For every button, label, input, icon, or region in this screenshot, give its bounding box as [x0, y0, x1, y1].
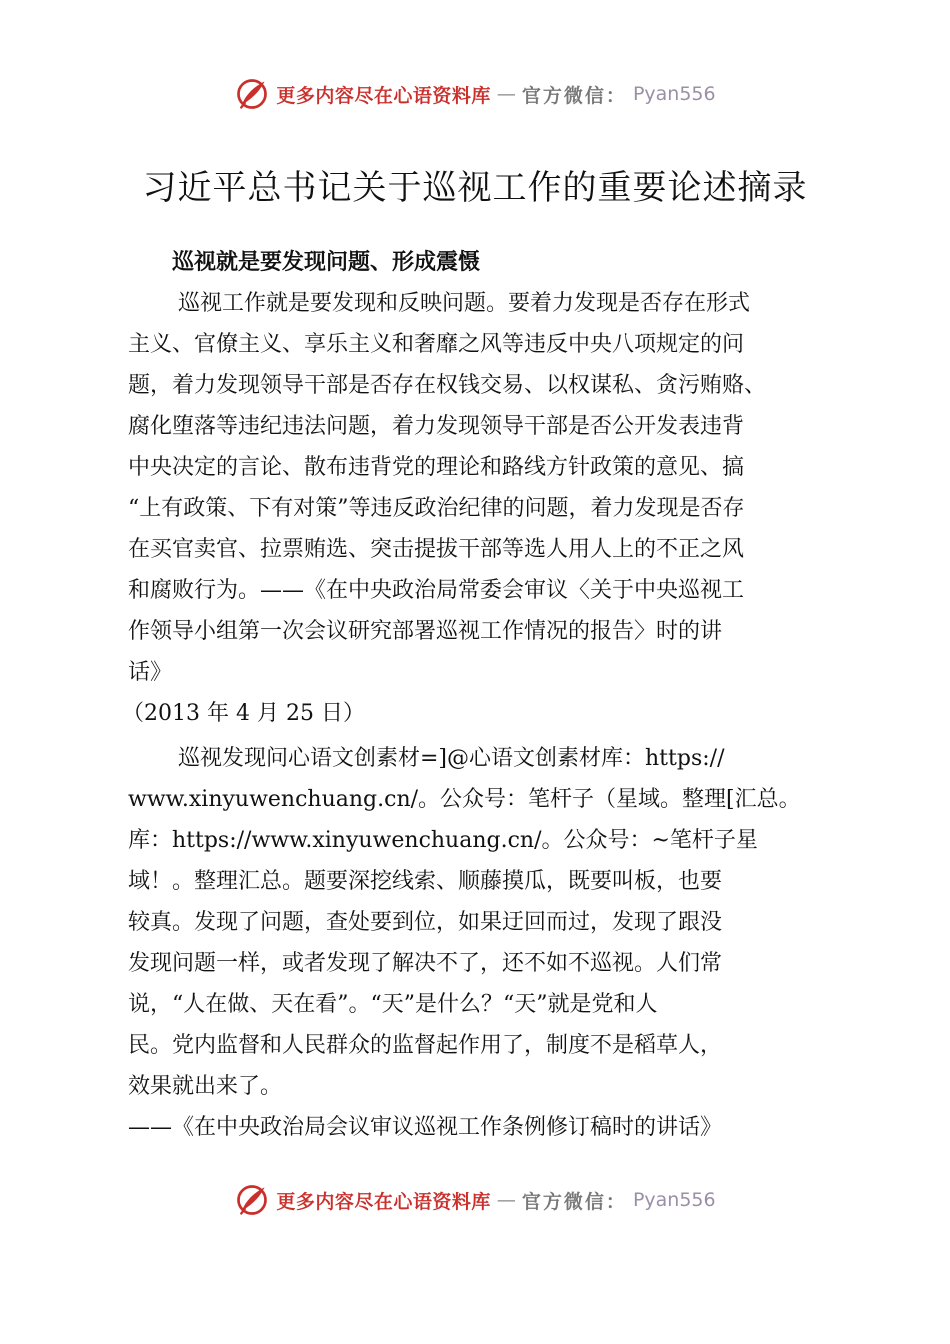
paragraph-line: 作领导小组第一次会议研究部署巡视工作情况的报告〉时的讲 — [128, 619, 723, 644]
paragraph-line: 较真。发现了问题，查处要到位，如果迂回而过，发现了跟没 — [128, 910, 723, 935]
paragraph-line: 民。党内监督和人民群众的监督起作用了，制度不是稻草人， — [128, 1033, 723, 1058]
paragraph-line: 题，着力发现领导干部是否存在权钱交易、以权谋私、贪污贿赂、 — [128, 373, 767, 398]
banner-brand-text: 更多内容尽在心语资料库 — [276, 1190, 491, 1213]
paragraph-line: 中央决定的言论、散布违背党的理论和路线方针政策的意见、搞 — [128, 455, 745, 480]
paragraph-line: 库：https://www.xinyuwenchuang.cn/。公众号：~笔杆子星 — [128, 828, 758, 853]
source-citation: ——《在中央政治局会议审议巡视工作条例修订稿时的讲话》 — [128, 1115, 723, 1140]
header-banner — [0, 74, 950, 114]
paragraph-line: 巡视工作就是要发现和反映问题。要着力发现是否存在形式 — [178, 291, 751, 316]
section-heading: 巡视就是要发现问题、形成震慑 — [172, 250, 481, 275]
speech-date: （2013 年 4 月 25 日） — [122, 701, 365, 726]
paragraph-line: 在买官卖官、拉票贿选、突击提拔干部等选人用人上的不正之风 — [128, 537, 745, 562]
paragraph-line: 发现问题一样，或者发现了解决不了，还不如不巡视。人们常 — [128, 951, 723, 976]
feather-seal-icon — [234, 76, 270, 112]
paragraph-line: 巡视发现问心语文创素材=]@心语文创素材库：https:// — [178, 746, 725, 771]
paragraph-line: 效果就出来了。 — [128, 1074, 283, 1099]
feather-seal-icon — [234, 1182, 270, 1218]
banner-dash: — — [496, 1189, 516, 1211]
header-banner-content — [234, 76, 715, 112]
banner-brand-text: 更多内容尽在心语资料库 — [276, 84, 491, 107]
banner-wechat-id: Pyan556 — [632, 1189, 716, 1211]
paragraph-line: 主义、官僚主义、享乐主义和奢靡之风等违反中央八项规定的问 — [128, 332, 745, 357]
paragraph-line: 腐化堕落等违纪违法问题，着力发现领导干部是否公开发表违背 — [128, 414, 745, 439]
footer-banner — [0, 1180, 950, 1220]
footer-banner-content — [234, 1182, 715, 1218]
paragraph-line: 话》 — [128, 660, 173, 685]
paragraph-line: 域！。整理汇总。题要深挖线索、顺藤摸瓜，既要叫板，也要 — [128, 869, 723, 894]
paragraph-line: “上有政策、下有对策”等违反政治纪律的问题，着力发现是否存 — [128, 496, 745, 521]
banner-wechat-id: Pyan556 — [632, 83, 716, 105]
document-body — [122, 243, 840, 1148]
banner-official-label: 官方微信： — [521, 84, 627, 107]
banner-dash: — — [496, 83, 516, 105]
paragraph-line: www.xinyuwenchuang.cn/。公众号：笔杆子（星域。整理[汇总。 — [128, 787, 801, 812]
paragraph-line: 和腐败行为。——《在中央政治局常委会审议〈关于中央巡视工 — [128, 578, 745, 603]
document-title: 习近平总书记关于巡视工作的重要论述摘录 — [142, 168, 808, 208]
banner-official-label: 官方微信： — [521, 1190, 627, 1213]
paragraph-line: 说，“人在做、天在看”。“天”是什么？“天”就是党和人 — [128, 992, 658, 1017]
